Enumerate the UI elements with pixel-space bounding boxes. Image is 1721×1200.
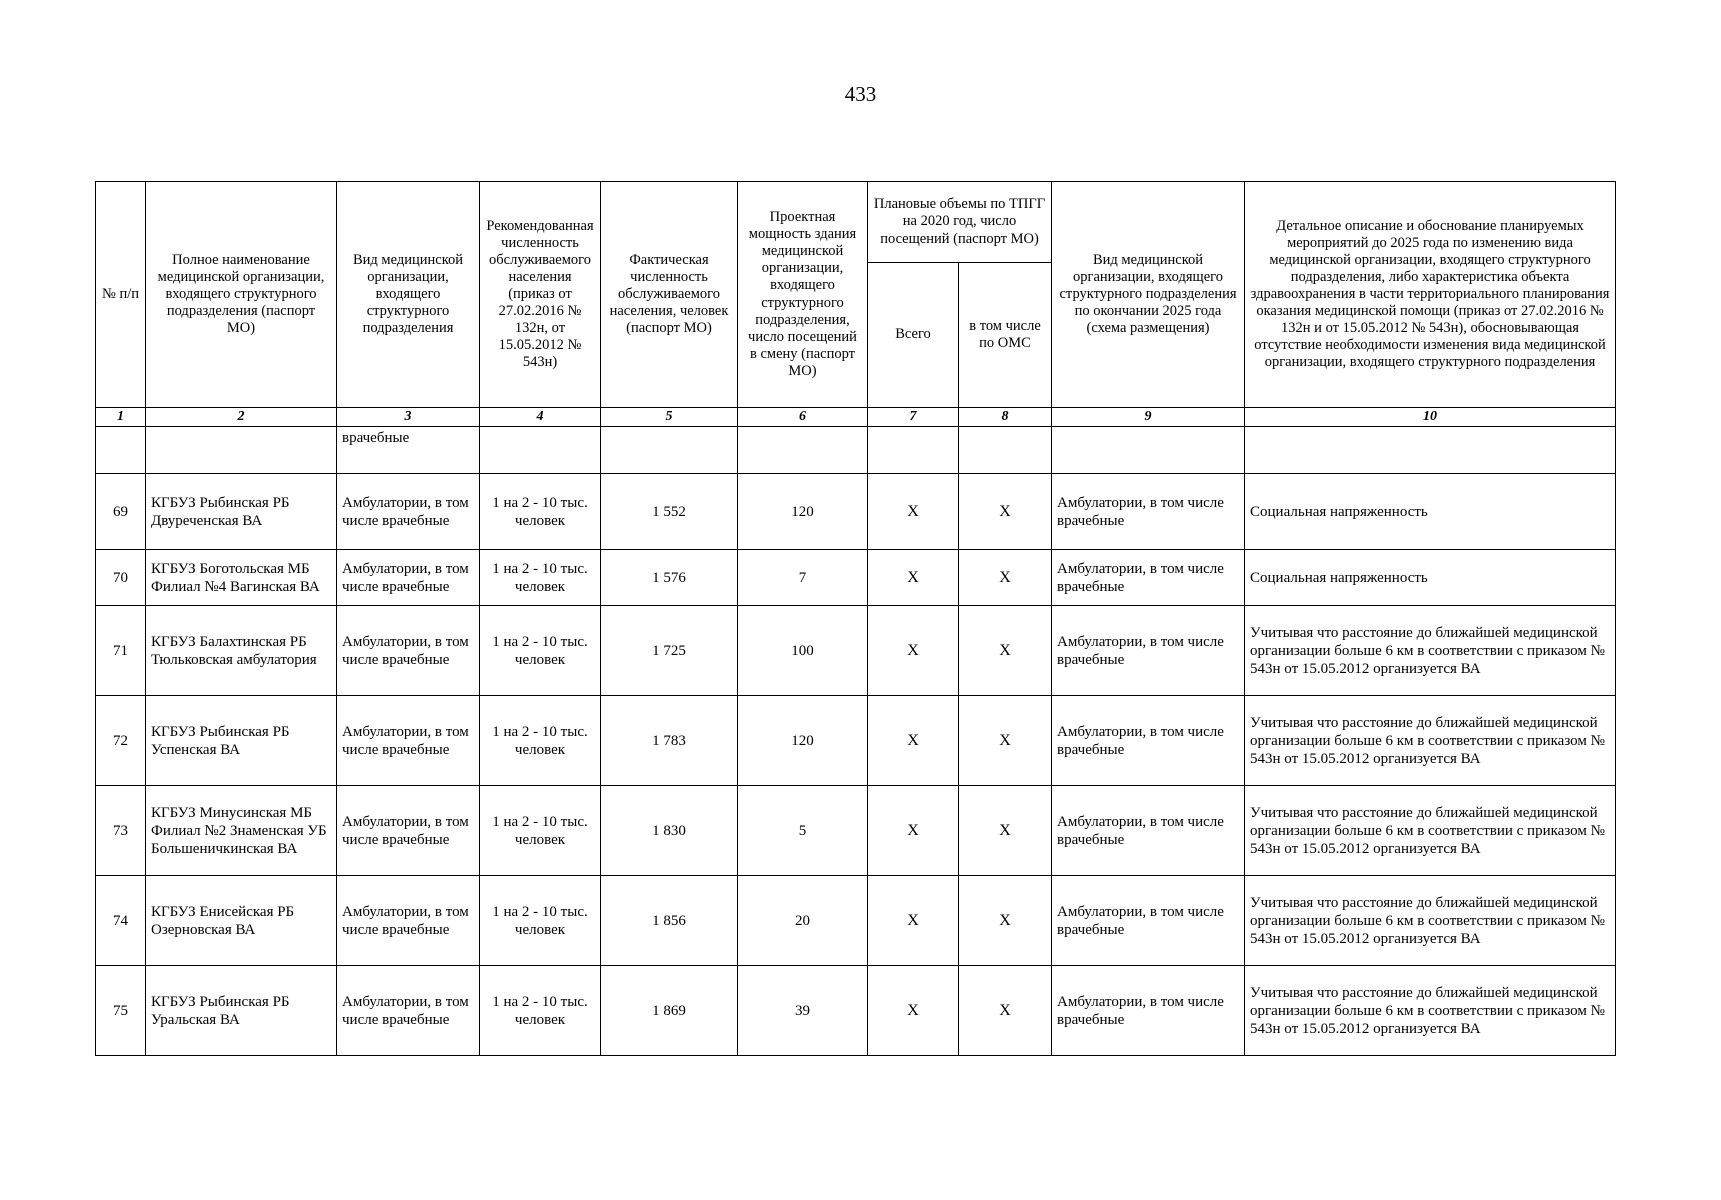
header-org-type-2025: Вид медицинской организации, входящего структурного подразделения по окончании 2025 года (схема размещения) [1052, 182, 1245, 408]
header-org-type: Вид медицинской организации, входящего структурного подразделения [337, 182, 480, 408]
design-capacity: 5 [738, 786, 868, 876]
org-type: Амбулатории, в том числе врачебные [337, 606, 480, 696]
column-number: 5 [601, 408, 738, 427]
table-row [96, 474, 1616, 550]
planned-total: Х [868, 696, 959, 786]
org-type: Амбулатории, в том числе врачебные [337, 876, 480, 966]
recommended-population: 1 на 2 - 10 тыс. человек [480, 966, 601, 1056]
org-name: КГБУЗ Балахтинская РБ Тюльковская амбулатория [146, 606, 337, 696]
header-planned-volumes: Плановые объемы по ТПГГ на 2020 год, число посещений (паспорт МО) [868, 182, 1052, 263]
actual-population: 1 830 [601, 786, 738, 876]
org-name: КГБУЗ Рыбинская РБ Успенская ВА [146, 696, 337, 786]
header-oms: в том числе по ОМС [959, 263, 1052, 408]
description: Учитывая что расстояние до ближайшей медицинской организации больше 6 км в соответствии с приказом № 543н от 15.05.2012 организуется ВА [1245, 966, 1616, 1056]
planned-oms: Х [959, 606, 1052, 696]
org-type-2025: Амбулатории, в том числе врачебные [1052, 876, 1245, 966]
planned-oms: Х [959, 876, 1052, 966]
header-recommended-population: Рекомендованная численность обслуживаемого населения (приказ от 27.02.2016 № 132н, от 15.05.2012 № 543н) [480, 182, 601, 408]
column-number: 9 [1052, 408, 1245, 427]
row-number: 69 [96, 474, 146, 550]
continuation-type: врачебные [337, 427, 480, 474]
org-type: Амбулатории, в том числе врачебные [337, 696, 480, 786]
column-number: 3 [337, 408, 480, 427]
actual-population: 1 856 [601, 876, 738, 966]
org-type-2025: Амбулатории, в том числе врачебные [1052, 550, 1245, 606]
planned-oms: Х [959, 786, 1052, 876]
row-number: 72 [96, 696, 146, 786]
design-capacity: 120 [738, 696, 868, 786]
planned-total: Х [868, 606, 959, 696]
column-numbers-row [96, 408, 1616, 427]
header-total: Всего [868, 263, 959, 408]
column-number: 7 [868, 408, 959, 427]
org-name: КГБУЗ Минусинская МБ Филиал №2 Знаменская УБ Большеничкинская ВА [146, 786, 337, 876]
recommended-population: 1 на 2 - 10 тыс. человек [480, 606, 601, 696]
actual-population: 1 576 [601, 550, 738, 606]
row-number: 71 [96, 606, 146, 696]
actual-population: 1 783 [601, 696, 738, 786]
description: Социальная напряженность [1245, 474, 1616, 550]
table-row [96, 550, 1616, 606]
org-name: КГБУЗ Енисейская РБ Озерновская ВА [146, 876, 337, 966]
design-capacity: 20 [738, 876, 868, 966]
row-number: 74 [96, 876, 146, 966]
planned-total: Х [868, 966, 959, 1056]
description: Социальная напряженность [1245, 550, 1616, 606]
header-design-capacity: Проектная мощность здания медицинской организации, входящего структурного подразделения, число посещений в смену (паспорт МО) [738, 182, 868, 408]
recommended-population: 1 на 2 - 10 тыс. человек [480, 474, 601, 550]
header-description: Детальное описание и обоснование планируемых мероприятий до 2025 года по изменению вида медицинской организации, входящего структурного подразделения, либо характеристика объекта здравоохранения в части территориального планирования оказания медицинской помощи (приказ от 27.02.2016 № 132н и от 15.05.2012 № 543н), обосновывающая отсутствие необходимости изменения вида медицинской организации, входящего структурного подразделения [1245, 182, 1616, 408]
table-row [96, 786, 1616, 876]
org-type-2025: Амбулатории, в том числе врачебные [1052, 606, 1245, 696]
org-name: КГБУЗ Рыбинская РБ Уральская ВА [146, 966, 337, 1056]
column-number: 1 [96, 408, 146, 427]
org-type-2025: Амбулатории, в том числе врачебные [1052, 966, 1245, 1056]
design-capacity: 39 [738, 966, 868, 1056]
recommended-population: 1 на 2 - 10 тыс. человек [480, 550, 601, 606]
column-number: 4 [480, 408, 601, 427]
row-number: 70 [96, 550, 146, 606]
row-number: 75 [96, 966, 146, 1056]
org-type: Амбулатории, в том числе врачебные [337, 474, 480, 550]
row-number: 73 [96, 786, 146, 876]
org-name: КГБУЗ Рыбинская РБ Двуреченская ВА [146, 474, 337, 550]
planned-oms: Х [959, 474, 1052, 550]
design-capacity: 120 [738, 474, 868, 550]
org-type-2025: Амбулатории, в том числе врачебные [1052, 696, 1245, 786]
org-type: Амбулатории, в том числе врачебные [337, 966, 480, 1056]
column-number: 8 [959, 408, 1052, 427]
description: Учитывая что расстояние до ближайшей медицинской организации больше 6 км в соответствии с приказом № 543н от 15.05.2012 организуется ВА [1245, 606, 1616, 696]
design-capacity: 7 [738, 550, 868, 606]
medical-organizations-table [95, 181, 1616, 1056]
planned-total: Х [868, 876, 959, 966]
description: Учитывая что расстояние до ближайшей медицинской организации больше 6 км в соответствии с приказом № 543н от 15.05.2012 организуется ВА [1245, 786, 1616, 876]
design-capacity: 100 [738, 606, 868, 696]
actual-population: 1 869 [601, 966, 738, 1056]
column-number: 10 [1245, 408, 1616, 427]
planned-total: Х [868, 474, 959, 550]
column-number: 2 [146, 408, 337, 427]
table-row [96, 876, 1616, 966]
actual-population: 1 725 [601, 606, 738, 696]
org-name: КГБУЗ Боготольская МБ Филиал №4 Вагинская ВА [146, 550, 337, 606]
recommended-population: 1 на 2 - 10 тыс. человек [480, 876, 601, 966]
planned-oms: Х [959, 966, 1052, 1056]
table-row [96, 966, 1616, 1056]
header-full-name: Полное наименование медицинской организации, входящего структурного подразделения (паспорт МО) [146, 182, 337, 408]
planned-oms: Х [959, 696, 1052, 786]
table-row [96, 606, 1616, 696]
planned-oms: Х [959, 550, 1052, 606]
table-row [96, 696, 1616, 786]
org-type-2025: Амбулатории, в том числе врачебные [1052, 786, 1245, 876]
header-actual-population: Фактическая численность обслуживаемого населения, человек (паспорт МО) [601, 182, 738, 408]
org-type: Амбулатории, в том числе врачебные [337, 786, 480, 876]
continuation-row [96, 427, 1616, 474]
actual-population: 1 552 [601, 474, 738, 550]
page-number: 433 [844, 82, 877, 106]
header-number: № п/п [96, 182, 146, 408]
org-type-2025: Амбулатории, в том числе врачебные [1052, 474, 1245, 550]
recommended-population: 1 на 2 - 10 тыс. человек [480, 786, 601, 876]
planned-total: Х [868, 550, 959, 606]
description: Учитывая что расстояние до ближайшей медицинской организации больше 6 км в соответствии с приказом № 543н от 15.05.2012 организуется ВА [1245, 696, 1616, 786]
column-number: 6 [738, 408, 868, 427]
description: Учитывая что расстояние до ближайшей медицинской организации больше 6 км в соответствии с приказом № 543н от 15.05.2012 организуется ВА [1245, 876, 1616, 966]
recommended-population: 1 на 2 - 10 тыс. человек [480, 696, 601, 786]
planned-total: Х [868, 786, 959, 876]
org-type: Амбулатории, в том числе врачебные [337, 550, 480, 606]
